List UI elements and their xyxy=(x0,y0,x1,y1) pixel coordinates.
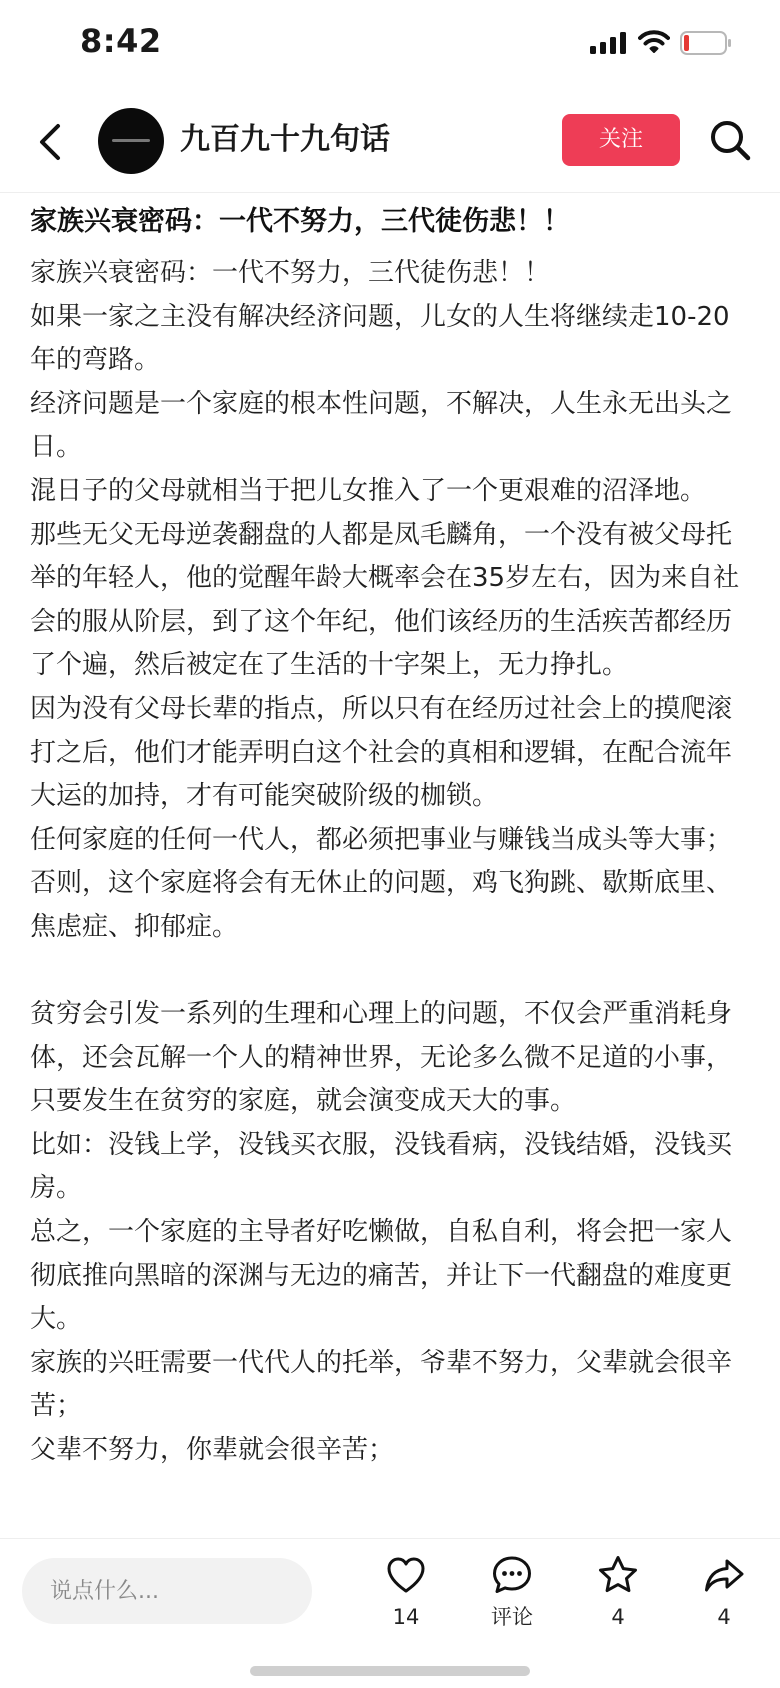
article-title: 家族兴衰密码：一代不努力，三代徒伤悲！！ xyxy=(30,206,570,237)
like-button[interactable] xyxy=(361,1553,451,1631)
article-paragraph: 总之，一个家庭的主导者好吃懒做，自私自利，将会把一家人彻底推向黑暗的深渊与无边的痛苦，并让下一代翻盘的难度更大。 xyxy=(30,1217,733,1335)
article-paragraph: 因为没有父母长辈的指点，所以只有在经历过社会上的摸爬滚打之后，他们才能弄明白这个社会的真相和逻辑，在配合流年大运的加持，才有可能突破阶级的枷锁。 xyxy=(30,693,733,812)
article-paragraph: 比如：没钱上学，没钱买衣服，没钱看病，没钱结婚，没钱买房。 xyxy=(30,1129,733,1204)
avatar-logo-icon xyxy=(112,139,150,142)
comment-bubble-icon xyxy=(490,1553,534,1597)
channel-avatar[interactable] xyxy=(98,108,164,174)
status-time: 8:42 xyxy=(80,22,162,60)
status-bar xyxy=(0,0,780,90)
article-paragraph: 如果一家之主没有解决经济问题，儿女的人生将继续走10-20年的弯路。 xyxy=(30,301,730,376)
article-paragraph: 任何家庭的任何一代人，都必须把事业与赚钱当成头等大事；否则，这个家庭将会有无休止的问题，鸡飞狗跳、歇斯底里、焦虑症、抑郁症。 xyxy=(30,824,733,942)
article-paragraph: 混日子的父母就相当于把儿女推入了一个更艰难的沼泽地。 xyxy=(30,475,707,506)
back-arrow-icon[interactable] xyxy=(30,120,70,164)
article xyxy=(30,200,750,1535)
favorite-count: 4 xyxy=(611,1605,625,1629)
home-indicator[interactable] xyxy=(250,1666,530,1676)
article-paragraph: 家族兴衰密码：一代不努力，三代徒伤悲！！ xyxy=(30,258,551,288)
favorite-button[interactable] xyxy=(573,1553,663,1631)
channel-name[interactable]: 九百九十九句话 xyxy=(180,122,390,157)
article-paragraph: 经济问题是一个家庭的根本性问题，不解决，人生永无出头之日。 xyxy=(30,388,733,463)
comment-button[interactable] xyxy=(467,1553,557,1631)
article-blank-line xyxy=(30,950,750,994)
share-arrow-icon xyxy=(702,1553,746,1597)
article-paragraph: 家族的兴旺需要一代代人的托举，爷辈不努力，父辈就会很辛苦； xyxy=(30,1347,733,1422)
search-icon[interactable] xyxy=(708,118,752,162)
bottom-action-bar xyxy=(0,1538,780,1688)
battery-icon xyxy=(680,31,732,55)
star-icon xyxy=(596,1553,640,1597)
share-button[interactable] xyxy=(679,1553,769,1631)
heart-icon xyxy=(384,1553,428,1597)
article-header xyxy=(0,100,780,190)
comment-label: 评论 xyxy=(491,1605,533,1629)
cellular-signal-icon xyxy=(590,32,626,54)
header-divider xyxy=(0,192,780,193)
article-paragraph: 父辈不努力，你辈就会很辛苦； xyxy=(30,1435,395,1466)
like-count: 14 xyxy=(392,1605,420,1629)
share-count: 4 xyxy=(717,1605,731,1629)
comment-input[interactable] xyxy=(22,1558,312,1624)
article-body xyxy=(30,252,750,1473)
article-paragraph: 那些无父无母逆袭翻盘的人都是凤毛麟角，一个没有被父母托举的年轻人，他的觉醒年龄大概率会在35岁左右，因为来自社会的服从阶层，到了这个年纪，他们该经历的生活疾苦都经历了个遍，然后被定在了生活的十字架上，无力挣扎。 xyxy=(30,519,740,681)
follow-button[interactable]: 关注 xyxy=(562,114,680,166)
wifi-icon xyxy=(638,30,670,54)
article-paragraph: 贫穷会引发一系列的生理和心理上的问题，不仅会严重消耗身体，还会瓦解一个人的精神世界，无论多么微不足道的小事，只要发生在贫穷的家庭，就会演变成天大的事。 xyxy=(30,999,733,1117)
